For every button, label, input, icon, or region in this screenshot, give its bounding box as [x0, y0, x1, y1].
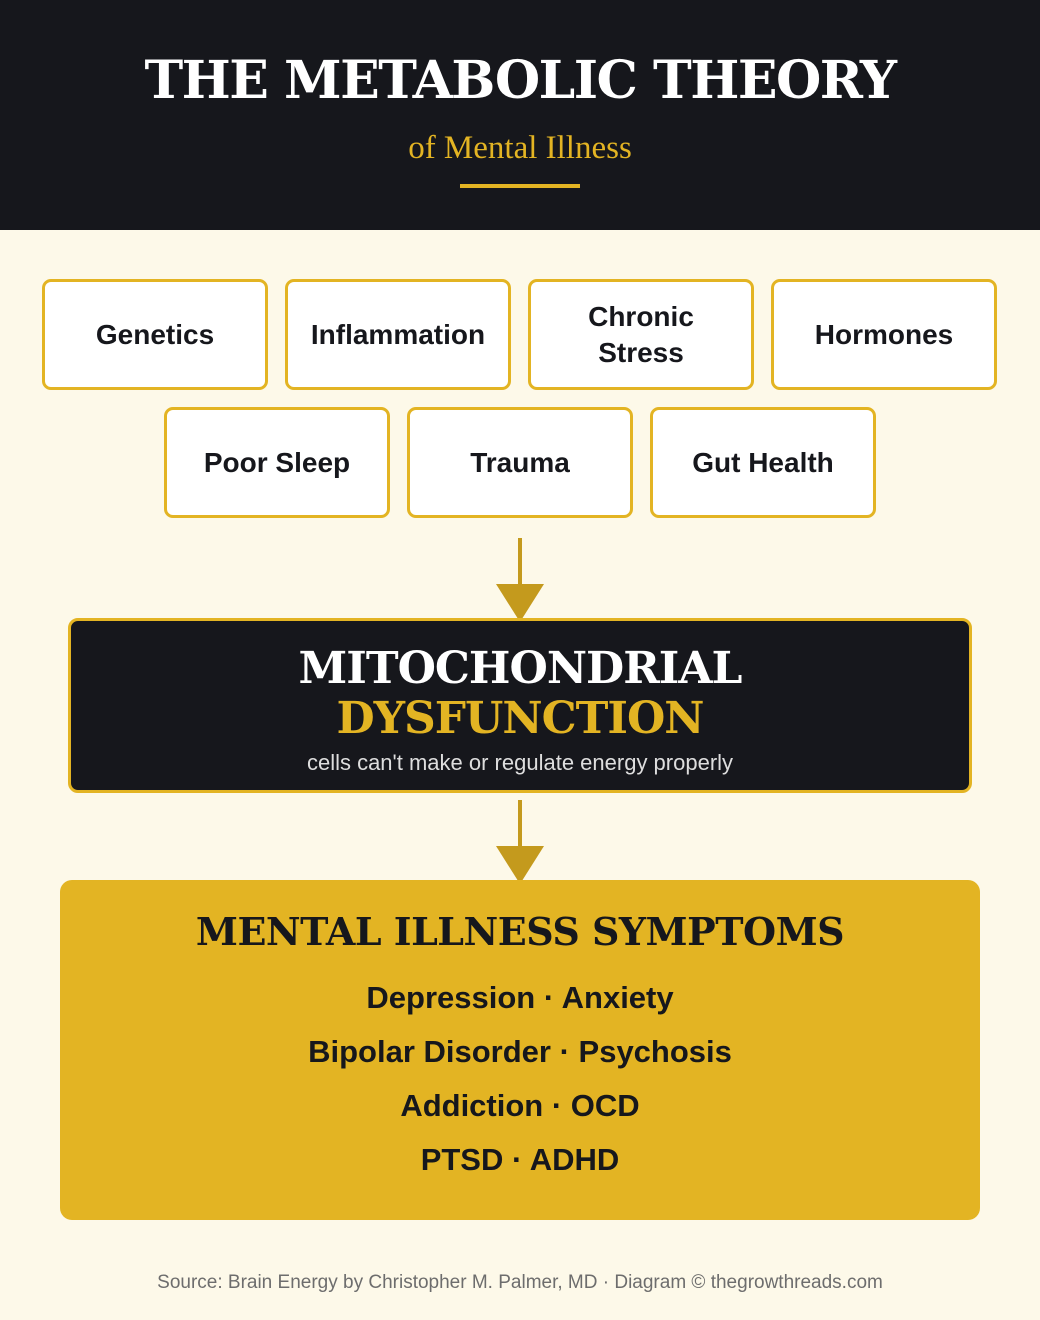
factor-gut-health: [650, 407, 876, 518]
factor-label: Genetics: [95, 318, 215, 350]
factor-label: Hormones: [814, 318, 954, 350]
symptom-line: Depression · Anxiety: [366, 980, 674, 1015]
factor-label: Poor Sleep: [203, 446, 351, 478]
factor-label: Inflammation: [310, 318, 486, 350]
factor-chronic-stress: [528, 279, 754, 390]
header-banner: [0, 0, 1040, 230]
factor-label: Trauma: [470, 446, 570, 478]
factor-hormones: [771, 279, 997, 390]
title-underline: [460, 184, 580, 188]
page-subtitle: of Mental Illness: [408, 130, 632, 166]
core-description: cells can't make or regulate energy properly: [306, 750, 734, 775]
factor-poor-sleep: [164, 407, 390, 518]
page-title: THE METABOLIC THEORY: [144, 50, 896, 111]
symptoms-box: [60, 880, 980, 1220]
symptom-line: Addiction · OCD: [400, 1088, 640, 1123]
symptom-line: Bipolar Disorder · Psychosis: [308, 1034, 732, 1069]
mitochondrial-dysfunction-box: [68, 618, 972, 793]
core-heading-line2: DYSFUNCTION: [336, 693, 704, 744]
core-heading-line1: MITOCHONDRIAL: [298, 643, 742, 694]
factor-label: Gut Health: [692, 446, 834, 478]
factor-trauma: [407, 407, 633, 518]
factor-inflammation: [285, 279, 511, 390]
factor-label: Chronic Stress: [588, 300, 694, 368]
symptom-line: PTSD · ADHD: [420, 1142, 620, 1177]
source-credit: Source: Brain Energy by Christopher M. Palmer, MD · Diagram © thegrowthreads.com: [157, 1272, 883, 1293]
symptoms-title: MENTAL ILLNESS SYMPTOMS: [195, 909, 845, 954]
factor-genetics: [42, 279, 268, 390]
